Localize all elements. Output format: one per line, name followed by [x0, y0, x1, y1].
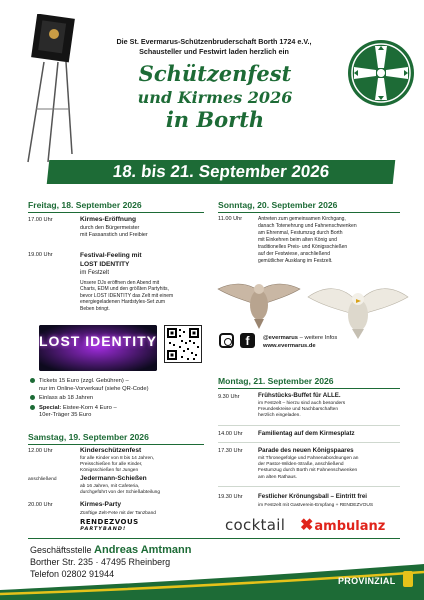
invitation-text — [98, 37, 330, 56]
saturday-event-3-title: Kirmes-Party — [80, 501, 122, 508]
monday-event-3-desc — [258, 456, 358, 481]
friday-event-2-time: 19.00 Uhr — [28, 252, 53, 258]
facebook-icon[interactable]: f — [240, 333, 255, 348]
saturday-event-2-desc-2: durchgeführt von der Schießabteilung — [80, 490, 160, 495]
title-borth: in Borth — [165, 107, 265, 132]
saturday-event-2-desc — [80, 484, 160, 496]
ticket-qr-code[interactable] — [164, 325, 202, 363]
monday-event-3-desc-2: der Pastor-Wilden-Straße, anschließend — [258, 462, 344, 468]
monday-event-3-time: 17.30 Uhr — [218, 448, 243, 454]
ambulanz-logo-text: ambulanz — [314, 519, 386, 534]
saturday-event-3-time: 20.00 Uhr — [28, 502, 53, 508]
friday-desc-line-3: bevor LOST IDENTITY das Zelt mit einem — [80, 292, 174, 299]
friday-event-2-title-2: LOST IDENTITY — [80, 261, 130, 268]
friday-desc-line-2: Charts, EDM und den größten Partyhits, — [80, 286, 169, 293]
bullet-tickets — [30, 378, 208, 386]
monday-event-1-title: Frühstücks-Buffet für ALLE. — [258, 392, 341, 399]
bullet-admission-text: Einlass ab 18 Jahren — [39, 395, 94, 402]
rendezvous-logo-line-2: PARTYBAND! — [79, 526, 127, 532]
monday-event-1-desc-2: Freundeskreise und Nachbarschaften — [258, 407, 338, 413]
saturday-event-1-title: Kinderschützenfest — [80, 447, 142, 454]
friday-desc-line-5: Beben bringt. — [80, 305, 110, 312]
sunday-line-4: mit Einkehren beim alten König und — [258, 237, 337, 243]
bullet-special-label: Special: — [39, 404, 62, 411]
social-handle-suffix: – weitere Infos — [299, 335, 338, 341]
saturday-event-2-title: Jedermann-Schießen — [80, 475, 147, 482]
instagram-icon-lens — [224, 338, 232, 346]
title-schuetzenfest: Schützenfest — [138, 61, 292, 86]
monday-heading: Montag, 21. September 2026 — [218, 376, 334, 386]
office-contact — [30, 544, 191, 580]
friday-desc-line-1: Unsere DJs eröffnen den Abend mit — [80, 280, 160, 286]
instagram-icon[interactable] — [219, 333, 234, 348]
sunday-line-6: auf der Festwiese, anschließend — [258, 251, 330, 257]
friday-event-1-desc — [80, 225, 148, 239]
sunday-heading: Sonntag, 20. September 2026 — [218, 200, 338, 210]
friday-event-2-description — [80, 280, 205, 312]
rendezvous-logo — [80, 518, 146, 536]
office-line — [30, 544, 191, 556]
social-info — [263, 335, 337, 350]
bullet-admission — [30, 395, 208, 403]
monday-event-1-time: 9.30 Uhr — [218, 394, 240, 400]
brotherhood-cross-emblem — [346, 38, 416, 108]
friday-heading: Freitag, 18. September 2026 — [28, 200, 142, 210]
saturday-event-1-time: 12.00 Uhr — [28, 448, 53, 454]
friday-event-2-title-1: Festival-Feeling mit — [80, 252, 142, 259]
saturday-event-3-desc: Zünftige Zelt-Fete mit der Tanzband — [80, 511, 156, 516]
dates-banner: 18. bis 21. September 2026 — [47, 160, 396, 184]
lamp-illustration — [14, 14, 84, 164]
ambulanz-x-icon: ✖ — [300, 517, 314, 534]
monday-event-3-desc-3: Festumzug durch Borth mit Fahnenschwenken — [258, 468, 358, 474]
lost-identity-logo — [39, 325, 157, 371]
sunday-line-7: gemütlicher Ausklang im Festzelt. — [258, 258, 333, 264]
intro-line-2: Schausteller und Festwirt laden herzlich ein — [139, 46, 289, 56]
friday-event-1-time: 17.00 Uhr — [28, 217, 53, 223]
sunday-line-1: Antreten zum gemeinsamen Kirchgang, — [258, 216, 346, 222]
provinzial-logo: PROVINZIAL — [338, 576, 396, 586]
monday-event-3-desc-4: am alten Rathaus. — [258, 474, 297, 480]
friday-event-2-location: im Festzelt — [80, 270, 110, 276]
monday-event-2-title: Familientag auf dem Kirmesplatz — [258, 430, 355, 437]
saturday-divider — [28, 444, 204, 445]
website-link[interactable]: www.evermarus.de — [263, 342, 316, 349]
title-kirmes: und Kirmes 2026 — [137, 88, 293, 107]
monday-event-4-title: Festlicher Krönungsball – Eintritt frei — [258, 493, 367, 500]
office-label: Geschäftsstelle — [30, 545, 92, 555]
bullet-tickets-text-2: nur im Online-Vorverkauf (siehe QR-Code) — [39, 385, 149, 392]
saturday-event-2-time: anschließend — [28, 477, 57, 482]
saturday-event-2-desc-1: ab 16 Jahren, mit Cafeteria, — [80, 484, 140, 489]
footer — [0, 536, 424, 600]
social-handle: @evermarus — [263, 335, 298, 341]
friday-event-2-title — [80, 251, 142, 269]
office-phone: Telefon 02802 91944 — [30, 569, 115, 579]
cocktail-logo: cocktail — [225, 516, 286, 534]
monday-divider — [218, 388, 400, 389]
sunday-line-2: danach Totenehrung und Fahnenschwenken — [258, 223, 357, 229]
saturday-event-1-desc-1: für alle Kinder von 8 bis 14 Jahren, — [80, 456, 155, 461]
sunday-line-5: traditionelles Preis- und Königsschießen — [258, 244, 348, 250]
ambulanz-logo — [300, 517, 385, 535]
social-handle-line — [263, 335, 337, 343]
monday-event-1-desc-3: herzlich eingeladen. — [258, 413, 301, 419]
rendezvous-logo-line-1: RENDEZVOUS — [80, 518, 139, 526]
saturday-event-1-desc-2: Preisschießen für alle Kinder, — [80, 462, 143, 467]
monday-event-4-time: 19.30 Uhr — [218, 494, 243, 500]
monday-event-1-desc — [258, 401, 345, 420]
monday-event-3-title: Parade des neuen Königspaares — [258, 447, 354, 454]
monday-divider-2 — [218, 425, 400, 426]
friday-divider — [28, 212, 204, 213]
bullet-dot — [30, 405, 35, 410]
footer-top-line — [28, 538, 400, 539]
monday-event-2-time: 14.00 Uhr — [218, 431, 243, 437]
monday-event-4-desc: im Festzelt mit Gastverein-Empfang + RENDEZVOUS — [258, 503, 374, 508]
friday-bullets — [30, 378, 208, 420]
monday-event-1-desc-1: im Festzelt – hierzu sind auch besonders — [258, 401, 346, 406]
sunday-description — [258, 216, 403, 265]
friday-desc-line-4: energiegeladenen Hardstyles-Set zum — [80, 299, 166, 306]
bullet-tickets-text: Tickets 15 Euro (zzgl. Gebühren) – — [39, 378, 129, 385]
qr-code-pattern — [165, 326, 201, 362]
bullet-dot — [30, 378, 35, 383]
friday-event-1-desc-2: mit Fassanstich und Freibier — [80, 232, 148, 238]
saturday-event-1-desc — [80, 456, 154, 474]
bullet-special — [30, 405, 208, 413]
saturday-event-1-desc-3: Königsschießen für Jungen — [80, 468, 139, 473]
sunday-divider — [218, 212, 400, 213]
friday-event-1-desc-1: durch den Bürgermeister — [80, 225, 140, 231]
provinzial-emblem-icon — [403, 571, 413, 587]
sunday-time: 11.00 Uhr — [218, 216, 243, 222]
monday-divider-4 — [218, 486, 400, 487]
intro-line-1: Die St. Evermarus-Schützenbruderschaft Borth 1724 e.V., — [116, 37, 312, 46]
friday-event-1-title: Kirmes-Eröffnung — [80, 216, 137, 223]
monday-divider-3 — [218, 442, 400, 443]
lost-identity-logo-text: LOST IDENTITY — [39, 333, 157, 349]
bullet-special-text-2: 10er-Träger 35 Euro — [39, 412, 92, 419]
office-name: Andreas Amtmann — [94, 544, 192, 556]
saturday-heading: Samstag, 19. September 2026 — [28, 432, 149, 442]
bullet-dot — [30, 395, 35, 400]
office-address: Borther Str. 235 · 47495 Rheinberg — [30, 557, 171, 567]
sunday-line-3: am Ehrenmal, Festumzug durch Borth — [258, 230, 343, 236]
bullet-special-text: Eistee-Korn 4 Euro – — [62, 404, 117, 411]
monday-event-3-desc-1: mit Thronegefolge und Fahnenabordnungen an — [258, 456, 359, 461]
eagle-illustration-left — [216, 277, 302, 331]
eagle-illustration-right — [306, 283, 410, 341]
